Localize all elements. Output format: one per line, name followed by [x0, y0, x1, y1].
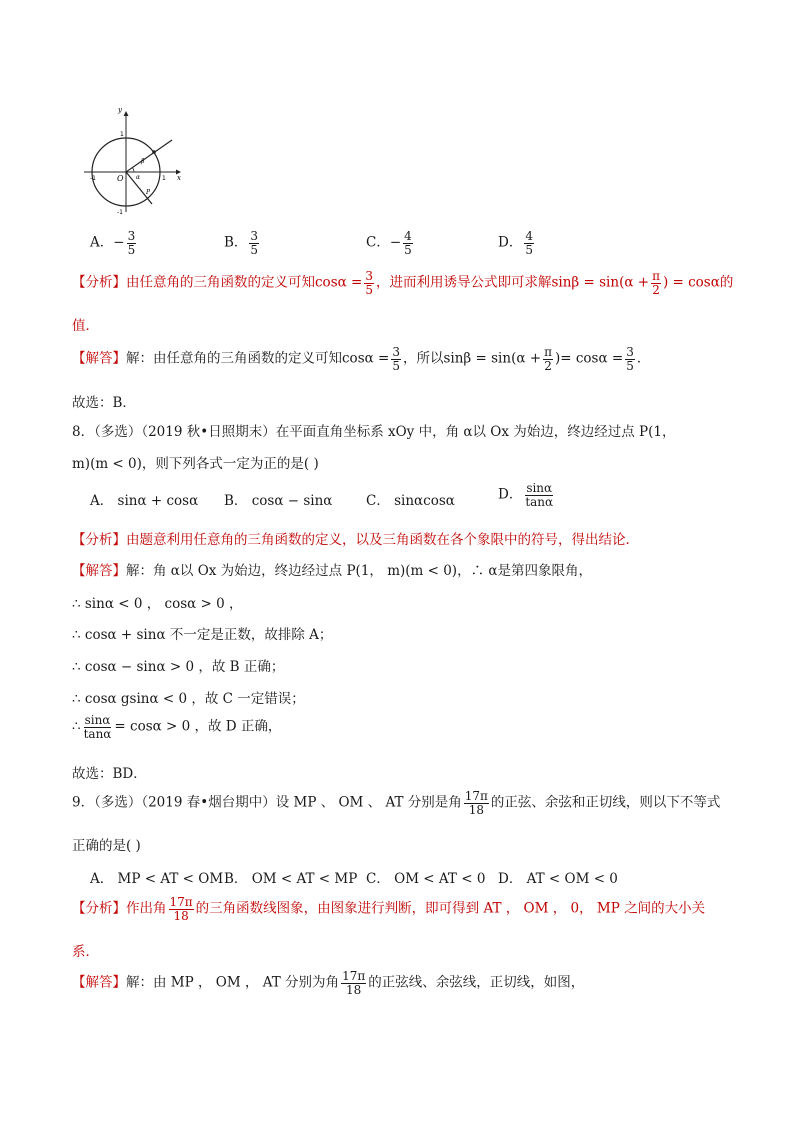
q7-option-a: A．− $\frac{3}{5}$	[90, 229, 136, 257]
x-label: x	[177, 174, 181, 182]
q8-choice: 故选：BD．	[72, 766, 147, 782]
q8-analysis: 【分析】由题意利用任意角的三角函数的定义，以及三角函数在各个象限中的符号，得出结论．	[72, 532, 639, 548]
ray-beta	[126, 140, 172, 172]
q8-option-d: D． $\frac{\sin\alpha}{\tan\alpha}$	[498, 481, 554, 509]
point-on-circle	[152, 150, 156, 154]
origin-label: O	[117, 174, 124, 183]
q8-step-4: ∴ cosα gsinα < 0 ，故 C 一定错误；	[72, 691, 305, 707]
tick-left: -1	[90, 175, 96, 182]
q8-answer: 【解答】解：角 α以 Ox 为始边，终边经过点 P(1， m)(m < 0)，∴ α是第四象限角，	[72, 563, 592, 579]
point-p-label: P	[146, 189, 151, 196]
q7-option-b: B． $\frac{3}{5}$	[224, 229, 259, 257]
q9-stem-line1: 9．（多选）（2019 春•烟台期中）设 MP 、 OM 、 AT 分别是角 $\frac{17\pi}{18}$ 的正弦、余弦和正切线，则以下不等式	[72, 789, 721, 817]
q9-option-c: C． OM < AT < 0	[366, 871, 486, 887]
q8-option-b: B． cosα − sinα	[224, 493, 333, 509]
tick-top: 1	[120, 131, 124, 138]
q7-analysis-cont: 值．	[72, 318, 99, 334]
q7-analysis: 【分析】由任意角的三角函数的定义可知cosα = $\frac{3}{5}$ ，进而利用诱导公式即可求解sinβ = sin(α + $\frac{\pi}{2}$ ) = cosα的	[72, 269, 734, 297]
q7-option-c: C．− $\frac{4}{5}$	[366, 229, 412, 257]
q9-stem-line2: 正确的是( )	[72, 838, 141, 854]
q9-option-d: D． AT < OM < 0	[498, 871, 618, 887]
q7-answer: 【解答】解：由任意角的三角函数的定义可知cosα = $\frac{3}{5}$ ，所以sinβ = sin(α + $\frac{\pi}{2}$ )= cosα = $\frac{3}{5}$ ．	[72, 345, 651, 373]
q9-option-b: B． OM < AT < MP	[224, 871, 358, 887]
angle-arc	[133, 168, 135, 173]
y-axis-arrow	[124, 111, 129, 116]
q8-option-a: A． sinα + cosα	[90, 493, 199, 509]
q8-step-1: ∴ sinα < 0 ， cosα > 0 ，	[72, 596, 243, 612]
q7-option-d: D． $\frac{4}{5}$	[498, 229, 533, 257]
q8-step-2: ∴ cosα + sinα 不一定是正数，故排除 A；	[72, 627, 333, 643]
q9-analysis: 【分析】作出角 $\frac{17\pi}{18}$ 的三角函数线图象，由图象进行判断，即可得到 AT ， OM ， 0， MP 之间的大小关	[72, 895, 706, 923]
q8-stem-line1: 8．（多选）（2019 秋•日照期末）在平面直角坐标系 xOy 中，角 α以 Ox 为始边，终边经过点 P(1，	[72, 424, 676, 440]
q8-option-c: C． sinαcosα	[366, 493, 455, 509]
q9-analysis-cont: 系．	[72, 944, 99, 960]
tick-bottom: -1	[117, 209, 123, 216]
q8-step-3: ∴ cosα − sinα > 0 ，故 B 正确；	[72, 659, 285, 675]
q9-answer: 【解答】解：由 MP ， OM ， AT 分别为角 $\frac{17\pi}{18}$ 的正弦线、余弦线，正切线，如图，	[72, 969, 585, 997]
unit-circle-figure	[80, 100, 185, 220]
tick-right: 1	[162, 175, 166, 182]
q8-stem-line2: m)(m < 0)，则下列各式一定为正的是( )	[72, 456, 319, 472]
q9-option-a: A． MP < AT < OM	[90, 871, 224, 887]
y-label: y	[118, 106, 122, 114]
q8-step-5: ∴ $\frac{\sin\alpha}{\tan\alpha}$ = cosα > 0 ，故 D 正确，	[72, 713, 282, 741]
beta-label: β	[141, 158, 145, 165]
q7-choice: 故选：B．	[72, 395, 136, 411]
alpha-label: α	[136, 174, 141, 181]
